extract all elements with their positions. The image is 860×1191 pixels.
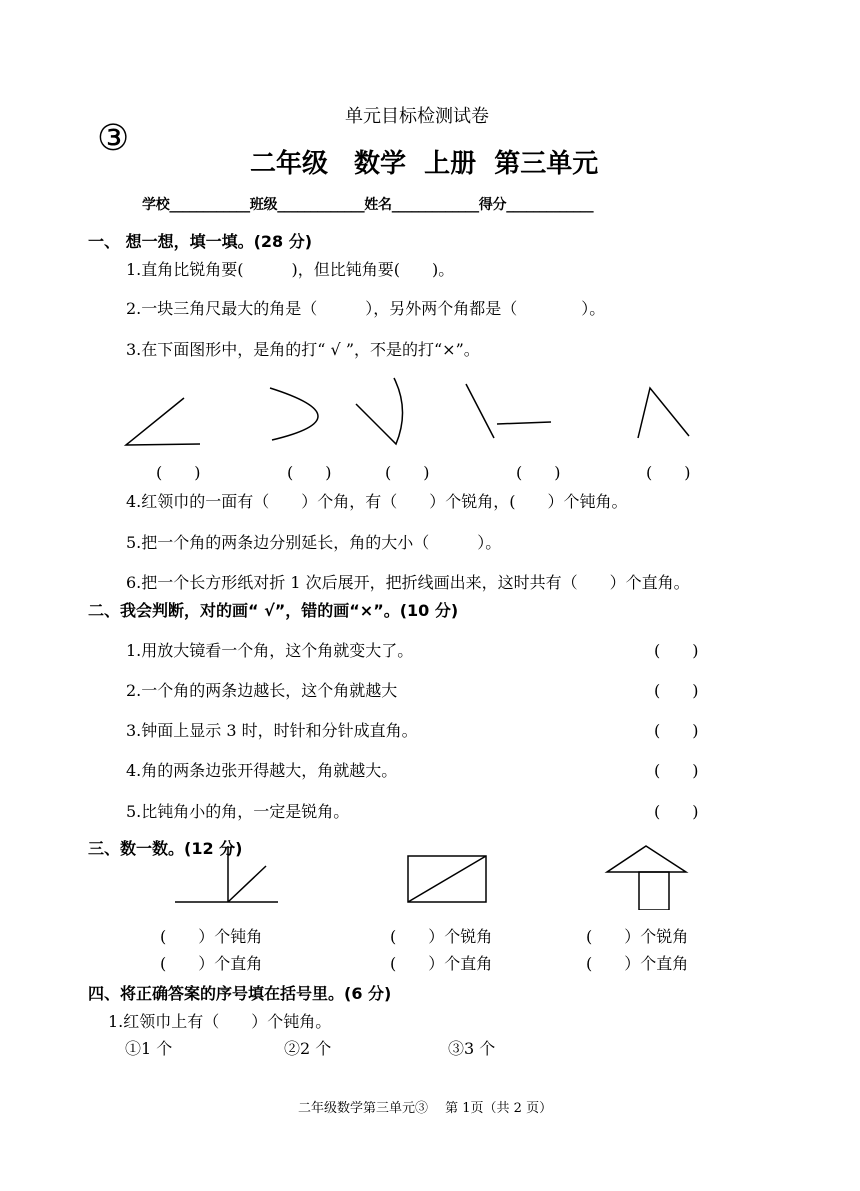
section1-heading: 一、 想一想，填一填。(28 分) [88,232,313,251]
q3-blank-1[interactable]: ( ) [156,463,201,482]
s2-blank-4[interactable]: ( ) [654,761,699,780]
q3-blank-3[interactable]: ( ) [385,463,430,482]
fig3-triangle [607,846,686,872]
figure-curve-3 [356,378,403,444]
s1-question-2: 2.一块三角尺最大的角是（ ），另外两个角都是（ ）。 [126,299,606,318]
s2-blank-1[interactable]: ( ) [654,641,699,660]
s2-blank-2[interactable]: ( ) [654,681,699,700]
q3-blank-5[interactable]: ( ) [646,463,691,482]
figure-angle-1 [126,398,200,445]
s2-item-4: 4.角的两条边张开得越大，角就越大。 [126,761,398,780]
section2-heading: 二、我会判断，对的画“ √”，错的画“×”。(10 分) [88,601,459,620]
figure-angle-5 [638,388,689,438]
fig2-diagonal [408,856,486,902]
s4-option-3[interactable]: ③3 个 [448,1039,496,1058]
s4-question-1: 1.红领巾上有（ ）个钝角。 [108,1012,332,1031]
fig3-rectangle [639,872,669,910]
page-footer: 二年级数学第三单元③ 第 1页（共 2 页） [298,1101,553,1116]
q3-figures [110,370,730,460]
s3-col1-line1: ( ）个钝角 [160,927,263,946]
exam-title: 二年级 数学 上册 第三单元 [250,149,599,179]
fig1-diagonal-line [228,866,266,902]
s3-col2-line1: ( ）个锐角 [390,927,493,946]
section4-heading: 四、将正确答案的序号填在括号里。(6 分) [88,984,392,1003]
s3-col3-line1: ( ）个锐角 [586,927,689,946]
exam-subtitle: 单元目标检测试卷 [345,106,489,127]
figure-curve-2 [270,388,318,440]
section3-heading: 三、数一数。(12 分) [88,839,243,858]
s1-question-4: 4.红领巾的一面有（ ）个角，有（ ）个锐角，( ）个钝角。 [126,492,628,511]
s2-blank-3[interactable]: ( ) [654,721,699,740]
s1-question-3: 3.在下面图形中，是角的打“ √ ”，不是的打“×”。 [126,340,480,359]
s3-col1-line2: ( ）个直角 [160,954,263,973]
s4-option-1[interactable]: ①1 个 [125,1039,173,1058]
s1-question-5: 5.把一个角的两条边分别延长，角的大小（ ）。 [126,533,502,552]
q3-blank-4[interactable]: ( ) [516,463,561,482]
figure-line-4a [466,384,494,438]
s1-question-6: 6.把一个长方形纸对折 1 次后展开，把折线画出来，这时共有（ ）个直角。 [126,573,690,592]
s2-item-5: 5.比钝角小的角，一定是锐角。 [126,802,350,821]
s3-col3-line2: ( ）个直角 [586,954,689,973]
s2-item-2: 2.一个角的两条边越长，这个角就越大 [126,681,398,700]
figure-line-4b [497,422,551,424]
circled-number: ③ [97,118,130,159]
s4-option-2[interactable]: ②2 个 [284,1039,332,1058]
s2-item-1: 1.用放大镜看一个角，这个角就变大了。 [126,641,414,660]
s3-figures [170,840,730,910]
q3-blank-2[interactable]: ( ) [287,463,332,482]
s2-item-3: 3.钟面上显示 3 时，时针和分针成直角。 [126,721,418,740]
s2-blank-5[interactable]: ( ) [654,802,699,821]
s1-question-1: 1.直角比锐角要( )，但比钝角要( )。 [126,260,455,279]
s3-col2-line2: ( ）个直角 [390,954,493,973]
student-info-line: 学校____________班级_____________姓名_____________得分_____________ [142,197,594,213]
